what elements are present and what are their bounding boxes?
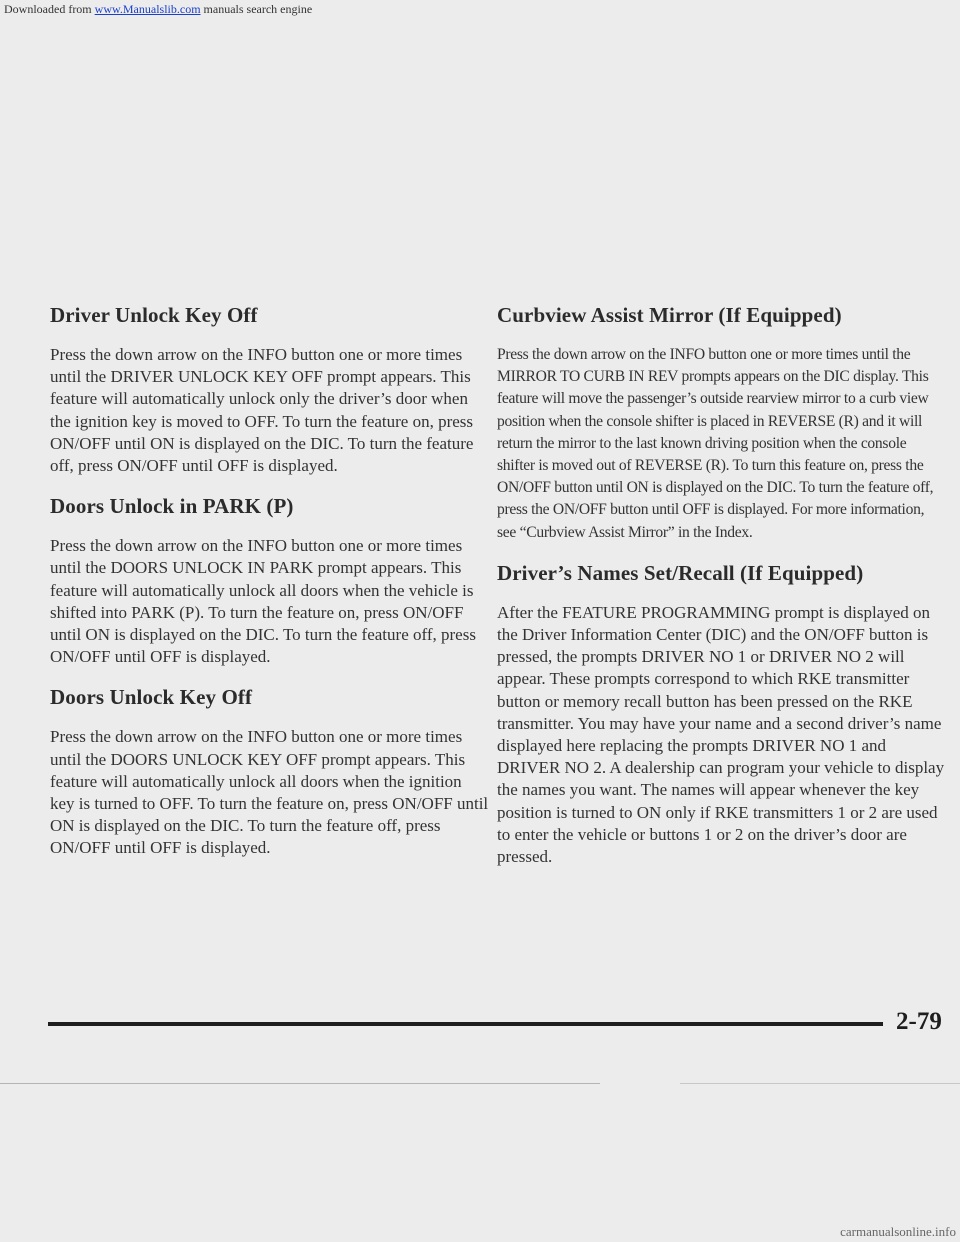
section-doors-unlock-in-park — [50, 494, 490, 668]
section-body: After the FEATURE PROGRAMMING prompt is displayed on the Driver Information Center (DIC) and the ON/OFF button is pressed, the prompts DRIVER NO 1 or DRIVER NO 2 will appear. These prompts correspond to which RKE transmitter button or memory recall button has been pressed on the RKE transmitter. You may have your name and a second driver’s name displayed here replacing the prompts DRIVER NO 1 and DRIVER NO 2. A dealership can program your vehicle to display the names you want. The names will appear whenever the key position is turned to ON only if RKE transmitters 1 or 2 are used to enter the vehicle or buttons 1 or 2 on the driver’s door are pressed. — [497, 602, 945, 867]
section-heading: Curbview Assist Mirror (If Equipped) — [497, 303, 842, 327]
page-number: 2-79 — [896, 1008, 942, 1035]
section-heading: Driver Unlock Key Off — [50, 303, 258, 327]
section-body: Press the down arrow on the INFO button one or more times until the DOORS UNLOCK IN PARK prompt appears. This feature will automatically unlock all doors when the vehicle is shifted into PARK (P). To turn the feature on, press ON/OFF until ON is displayed on the DIC. To turn the feature off, press ON/OFF until OFF is displayed. — [50, 536, 476, 667]
section-heading: Driver’s Names Set/Recall (If Equipped) — [497, 560, 864, 585]
section-heading: Doors Unlock in PARK (P) — [50, 494, 294, 519]
download-header — [0, 0, 316, 19]
header-prefix: Downloaded from — [4, 2, 95, 16]
section-heading: Doors Unlock Key Off — [50, 685, 253, 710]
section-drivers-names-set-recall — [497, 561, 945, 868]
scan-line — [680, 1083, 960, 1084]
right-column — [497, 303, 945, 885]
scan-line — [0, 1083, 600, 1084]
section-body: Press the down arrow on the INFO button one or more times until the DOORS UNLOCK KEY OFF prompt appears. This feature will automatically unlock all doors when the ignition key is turned to OFF. To turn the feature on, press ON/OFF until ON is displayed on the DIC. To turn the feature off, press ON/OFF until OFF is displayed. — [50, 727, 489, 858]
section-curbview-assist-mirror — [497, 303, 945, 544]
section-body: Press the down arrow on the INFO button one or more times until the DRIVER UNLOCK KEY OFF prompt appears. This feature will automatically unlock only the driver’s door when the ignition key is moved to OFF. To turn the feature on, press ON/OFF until ON is displayed on the DIC. To turn the feature off, press ON/OFF until OFF is displayed. — [50, 345, 474, 476]
section-body: Press the down arrow on the INFO button one or more times until the MIRROR TO CURB IN REV prompts appears on the DIC display. This feature will move the passenger’s outside rearview mirror to a curb view position when the console shifter is placed in REVERSE (R) and it will return the mirror to the last known driving position when the console shifter is moved out of REVERSE (R). To turn this feature on, press the ON/OFF button until ON is displayed on the DIC. To turn the feature off, press the ON/OFF button until OFF is displayed. For more information, see “Curbview Assist Mirror” in the Index. — [497, 346, 934, 541]
section-doors-unlock-key-off — [50, 685, 490, 859]
section-driver-unlock-key-off — [50, 303, 490, 477]
watermark: carmanualsonline.info — [840, 1224, 956, 1239]
manualslib-link[interactable]: www.Manualslib.com — [94, 2, 201, 16]
header-suffix: manuals search engine — [200, 2, 313, 16]
footer-rule — [48, 1022, 883, 1026]
left-column — [50, 303, 490, 877]
